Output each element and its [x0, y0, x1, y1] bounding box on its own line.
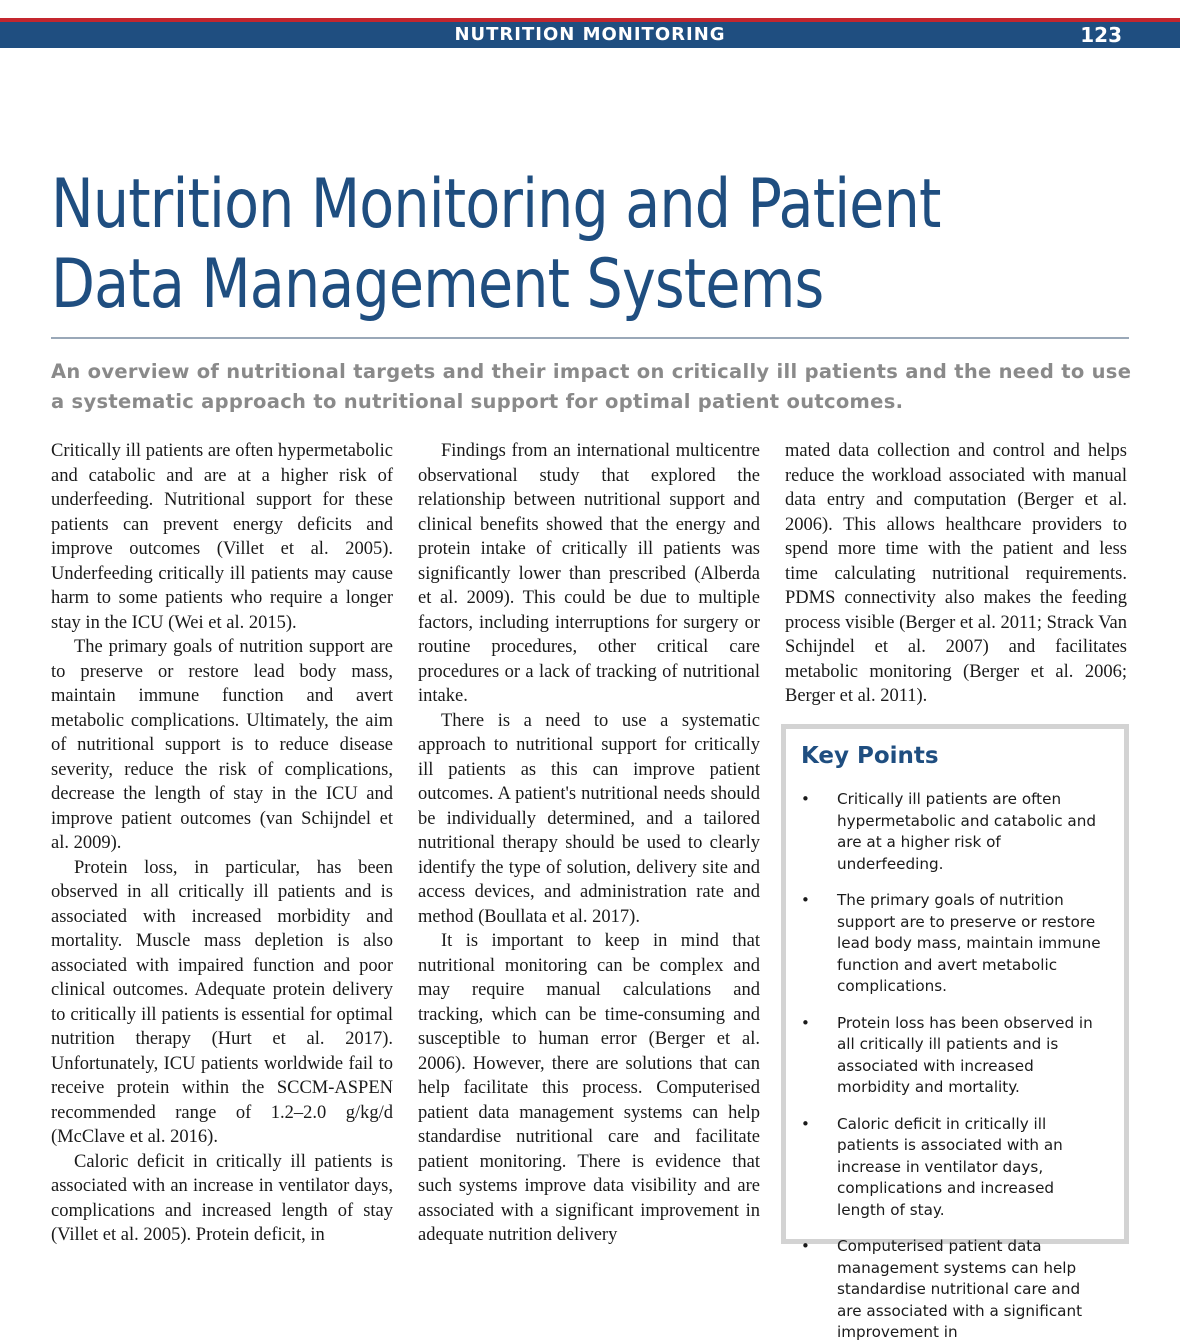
body-column-2: [418, 439, 760, 1248]
key-point-text: Caloric deficit in critically ill patients is associated with an increase in ventilator days, complications and increased length of stay.: [837, 1114, 1063, 1219]
paragraph: It is important to keep in mind that nutritional monitoring can be complex and may require manual calculations and tracking, which can be time-consuming and susceptible to human error (Berger et al. 2006). However, there are solutions that can help facilitate this process. Computerised patient data management systems can help standardise nutritional care and facilitate patient monitoring. There is evidence that such systems improve data visibility and are associated with a significant improvement in adequate nutrition delivery: [418, 931, 760, 1245]
bullet-icon: •: [801, 1013, 810, 1032]
paragraph: Findings from an international multicentre observational study that explored the relationship between nutritional support and clinical benefits showed that the energy and protein intake of critically ill patients was significantly lower than prescribed (Alberda et al. 2009). This could be due to multiple factors, including interruptions for surgery or routine procedures, other critical care procedures or a lack of tracking of nutritional intake.: [418, 441, 760, 706]
key-points-box: [781, 724, 1129, 1341]
paragraph: The primary goals of nutrition support are to preserve or restore lead body mass, maintain immune function and avert metabolic complications. Ultimately, the aim of nutritional support is to reduce disease severity, reduce the risk of complications, decrease the length of stay in the ICU and improve patient outcomes (van Schijndel et al. 2009).: [51, 637, 393, 853]
running-header-bar: [0, 18, 1180, 48]
key-point-item: [801, 789, 1102, 875]
key-point-item: [801, 890, 1102, 998]
key-point-text: The primary goals of nutrition support are to preserve or restore lead body mass, maintain immune function and avert metabolic complications.: [837, 891, 1101, 995]
running-header-section: NUTRITION MONITORING: [454, 24, 726, 45]
bullet-icon: •: [801, 790, 810, 808]
page-number: 123: [1080, 23, 1122, 47]
key-point-text: Computerised patient data management systems can help standardise nutritional care and are associated with a significant improvement in: [837, 1237, 1083, 1341]
paragraph: Protein loss, in particular, has been observed in all critically ill patients and is associated with increased morbidity and mortality. Muscle mass depletion is also associated with impaired function and poor clinical outcomes. Adequate protein delivery to critically ill patients is essential for optimal nutrition therapy (Hurt et al. 2017). Unfortunately, ICU patients worldwide fail to receive protein within the SCCM-ASPEN recommended range of 1.2–2.0 g/kg/d (McClave et al. 2016).: [51, 857, 393, 1147]
key-points-list: [801, 789, 1102, 1344]
title-divider: [51, 337, 1129, 339]
bullet-icon: •: [801, 1237, 810, 1255]
paragraph: Critically ill patients are often hypermetabolic and catabolic and are at a higher risk of underfeeding. Nutritional support for these patients can prevent energy deficits and improve outcomes (Villet et al. 2005). Underfeeding critically ill patients may cause harm to some patients who require a longer stay in the ICU (Wei et al. 2015).: [51, 441, 393, 633]
paragraph: Caloric deficit in critically ill patients is associated with an increase in ventilator days, complications and increased length of stay (Villet et al. 2005). Protein deficit, in: [51, 1151, 393, 1245]
bullet-icon: •: [801, 891, 810, 909]
body-column-3: [785, 439, 1127, 709]
key-point-item: [801, 1236, 1102, 1344]
article-subtitle: An overview of nutritional targets and their impact on critically ill patients and the need to use a systematic approach to nutritional support for optimal patient outcomes.: [51, 360, 1132, 413]
key-point-text: Protein loss has been observed in all critically ill patients and is associated with increased morbidity and mortality.: [837, 1013, 1093, 1096]
body-column-1: [51, 439, 393, 1248]
bullet-icon: •: [801, 1114, 810, 1133]
key-points-title: Key Points: [801, 743, 939, 769]
key-point-item: [801, 1013, 1102, 1099]
paragraph: mated data collection and control and helps reduce the workload associated with manual data entry and computation (Berger et al. 2006). This allows healthcare providers to spend more time with the patient and less time calculating nutritional requirements. PDMS connectivity also makes the feeding process visible (Berger et al. 2011; Strack Van Schijndel et al. 2007) and facilitates metabolic monitoring (Berger et al. 2006; Berger et al. 2011).: [785, 441, 1127, 706]
key-point-text: Critically ill patients are often hypermetabolic and catabolic and are at a higher risk of underfeeding.: [837, 790, 1096, 873]
article-title: Nutrition Monitoring and Patient Data Management Systems: [51, 165, 941, 324]
key-point-item: [801, 1114, 1102, 1222]
paragraph: There is a need to use a systematic approach to nutritional support for critically ill patients as this can improve patient outcomes. A patient's nutritional needs should be individually determined, and a tailored nutritional therapy should be used to clearly identify the type of solution, delivery site and access devices, and administration rate and method (Boullata et al. 2017).: [418, 710, 760, 927]
